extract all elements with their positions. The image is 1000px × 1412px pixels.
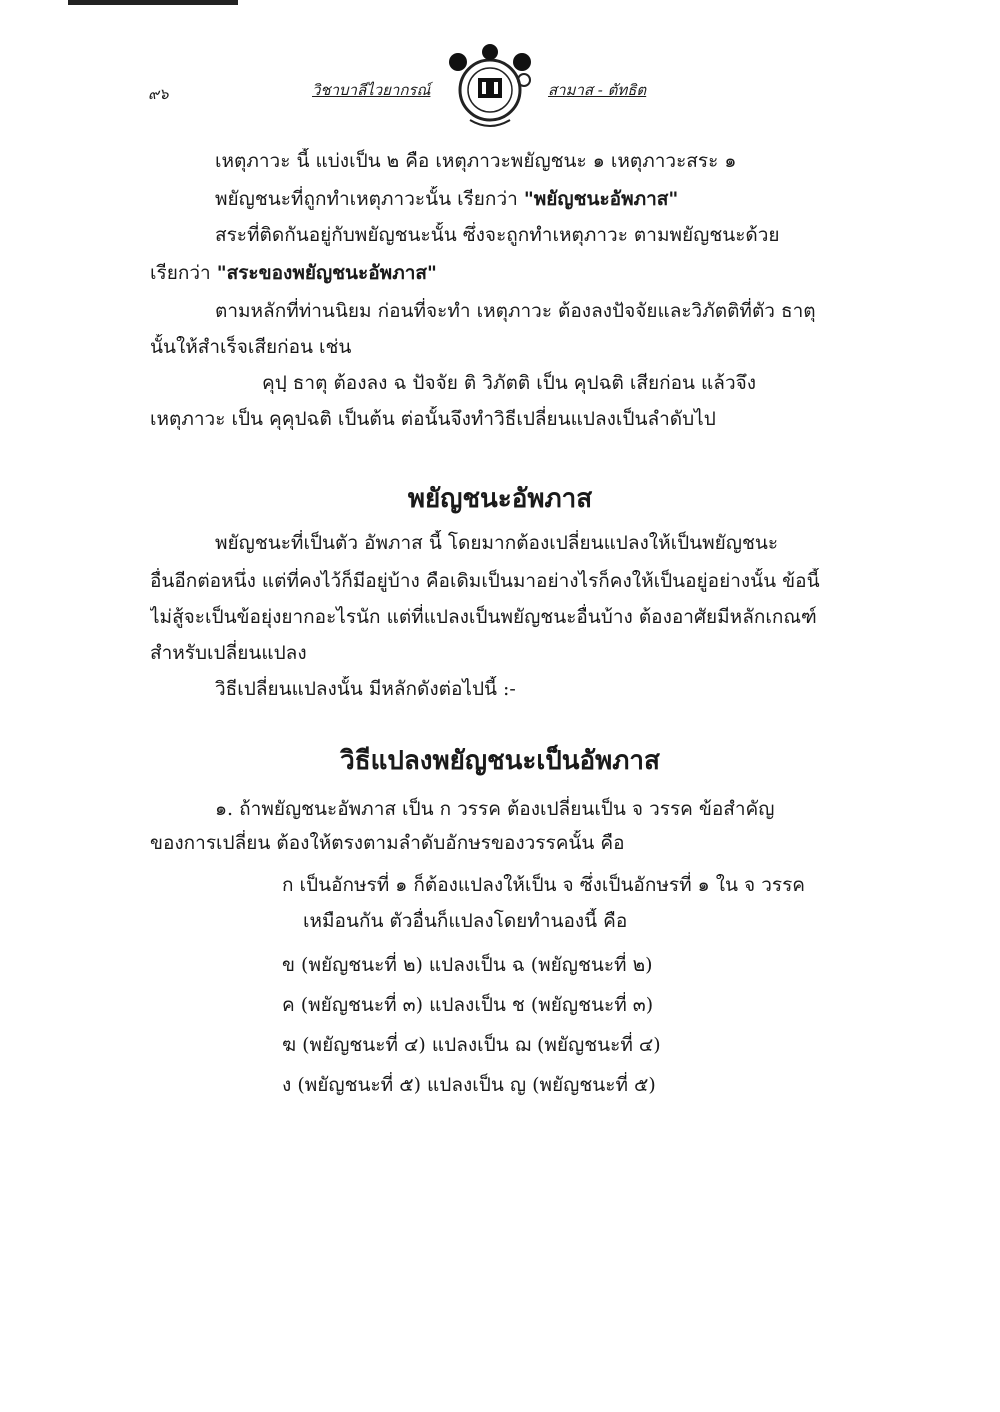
text-line: ก เป็นอักษรที่ ๑ ก็ต้องแปลงให้เป็น จ ซึ่งเป็นอักษรที่ ๑ ใน จ วรรค	[282, 874, 806, 896]
text-line: อื่นอีกต่อหนึ่ง แต่ที่คงไว้ก็มีอยู่บ้าง คือเดิมเป็นมาอย่างไรก็คงให้เป็นอยู่อย่างนั้น ข้อนี้	[150, 570, 820, 592]
text-line: ตามหลักที่ท่านนิยม ก่อนที่จะทำ เหตุภาวะ ต้องลงปัจจัยและวิภัตติที่ตัว ธาตุ	[215, 300, 816, 322]
text-fragment: เรียกว่า	[150, 262, 211, 284]
rule-line: ข (พยัญชนะที่ ๒) แปลงเป็น ฉ (พยัญชนะที่ ๒)	[282, 954, 653, 976]
text-line: คุปฺ ธาตุ ต้องลง ฉ ปัจจัย ติ วิภัตติ เป็น คุปฉติ เสียก่อน แล้วจึง	[262, 372, 757, 394]
text-line: สำหรับเปลี่ยนแปลง	[150, 642, 307, 664]
rule-line: ง (พยัญชนะที่ ๕) แปลงเป็น ญ (พยัญชนะที่ ๕)	[282, 1074, 656, 1096]
text-line: เหตุภาวะ นี้ แบ่งเป็น ๒ คือ เหตุภาวะพยัญชนะ ๑ เหตุภาวะสระ ๑	[215, 150, 737, 172]
text-line: วิธีเปลี่ยนแปลงนั้น มีหลักดังต่อไปนี้ :-	[215, 678, 516, 700]
seal-logo-icon	[440, 40, 540, 140]
bold-term: "สระของพยัญชนะอัพภาส"	[216, 262, 437, 284]
text-line: นั้นให้สำเร็จเสียก่อน เช่น	[150, 336, 352, 358]
header-section-title: สามาส - ตัทธิต	[548, 81, 647, 99]
text-line: ไม่สู้จะเป็นข้อยุ่งยากอะไรนัก แต่ที่แปลงเป็นพยัญชนะอื่นบ้าง ต้องอาศัยมีหลักเกณฑ์	[150, 606, 817, 628]
text-line	[150, 260, 437, 286]
text-line: ของการเปลี่ยน ต้องให้ตรงตามลำดับอักษรของวรรคนั้น คือ	[150, 832, 625, 854]
book-title: วิชาบาลีไวยากรณ์	[312, 81, 431, 99]
text-line: ๑. ถ้าพยัญชนะอัพภาส เป็น ก วรรค ต้องเปลี่ยนเป็น จ วรรค ข้อสำคัญ	[215, 798, 775, 820]
rule-line: ฆ (พยัญชนะที่ ๔) แปลงเป็น ฌ (พยัญชนะที่ ๔)	[282, 1034, 661, 1056]
section-heading: พยัญชนะอัพภาส	[407, 484, 593, 514]
text-line: เหตุภาวะ เป็น คุคุปฉติ เป็นต้น ต่อนั้นจึงทำวิธีเปลี่ยนแปลงเป็นลำดับไป	[150, 408, 716, 430]
text-line: พยัญชนะที่เป็นตัว อัพภาส นี้ โดยมากต้องเปลี่ยนแปลงให้เป็นพยัญชนะ	[215, 532, 779, 554]
bold-term: "พยัญชนะอัพภาส"	[523, 188, 679, 210]
page-header	[0, 30, 1000, 140]
text-line	[215, 186, 678, 212]
section-heading: วิธีแปลงพยัญชนะเป็นอัพภาส	[340, 746, 660, 776]
rule-line: ค (พยัญชนะที่ ๓) แปลงเป็น ช (พยัญชนะที่ ๓)	[282, 994, 654, 1016]
page-number: ๙๖	[148, 85, 169, 103]
top-scan-edge	[68, 0, 238, 5]
text-line: เหมือนกัน ตัวอื่นก็แปลงโดยทำนองนี้ คือ	[303, 910, 628, 932]
text-fragment: พยัญชนะที่ถูกทำเหตุภาวะนั้น เรียกว่า	[215, 188, 518, 210]
text-line: สระที่ติดกันอยู่กับพยัญชนะนั้น ซึ่งจะถูกทำเหตุภาวะ ตามพยัญชนะด้วย	[215, 224, 780, 246]
